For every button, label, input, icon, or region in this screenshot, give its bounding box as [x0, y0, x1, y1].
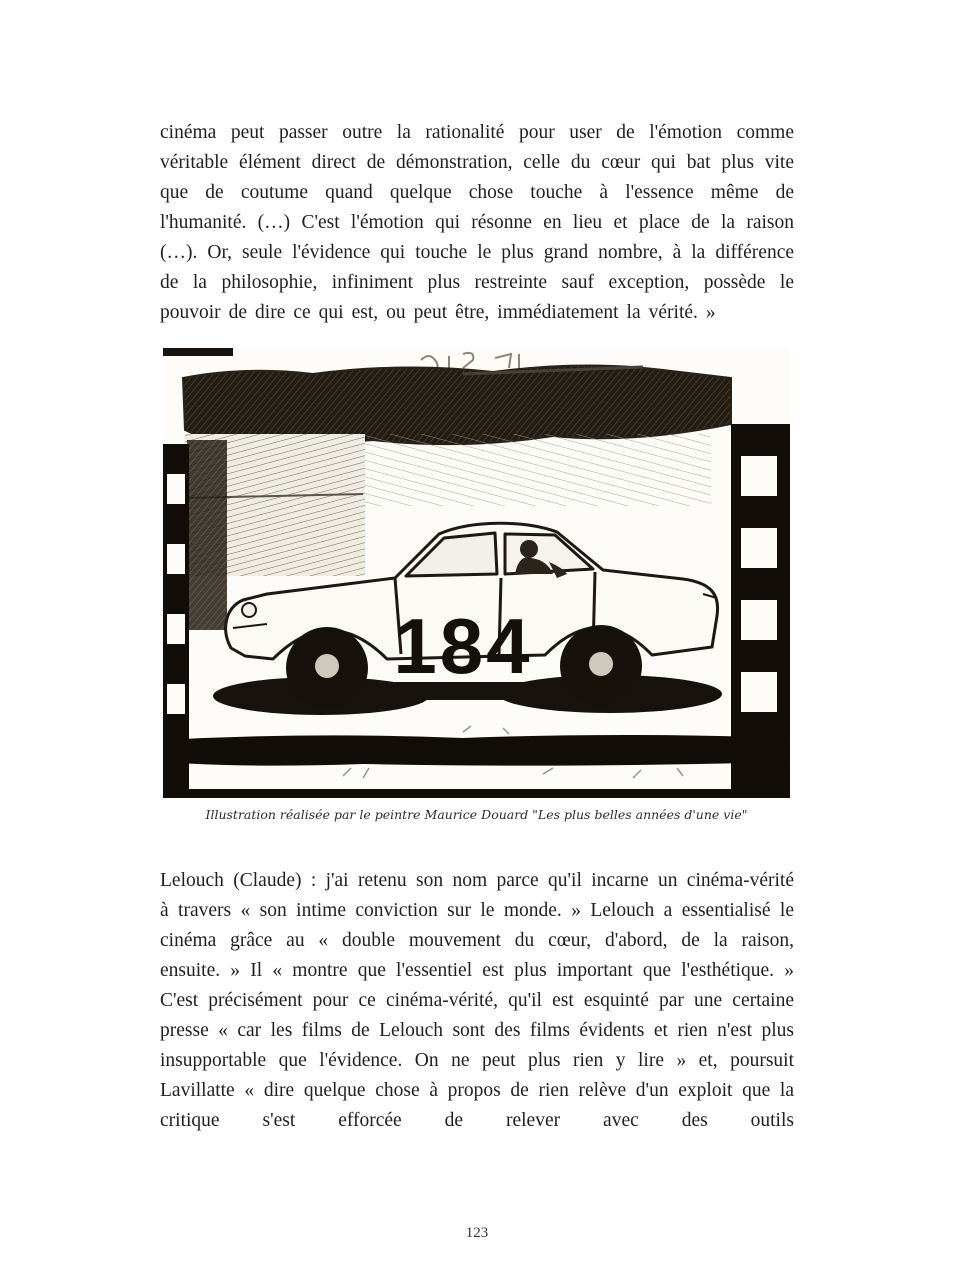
background-tree: [187, 440, 227, 630]
paragraph-1: cinéma peut passer outre la rationalité pour user de l'émotion comme véritable élément direct de démonstration, celle du cœur qui bat plus vite que de coutume quand quelque chose touche à l'essence même de l'humanité. (…) C'est l'émotion qui résonne en lieu et place de la raison (…). Or, seule l'évidence qui touche le plus grand nombre, à la différence de la philosophie, infiniment plus restreinte sauf exception, possède le pouvoir de dire ce qui est, ou peut être, immédiatement la vérité. »: [160, 122, 794, 323]
background-field: [365, 434, 711, 506]
headlight: [242, 603, 256, 617]
car-number: 184: [393, 602, 533, 690]
illustration-caption: Illustration réalisée par le peintre Maurice Douard "Les plus belles années d'une vie": [205, 807, 748, 822]
paragraph-2: Lelouch (Claude) : j'ai retenu son nom parce qu'il incarne un cinéma-vérité à travers « son intime conviction sur le monde. » Lelouch a essentialisé le cinéma grâce au « double mouvement du cœur, d'abord, de la raison, ensuite. » Il « montre que l'essentiel est plus important que l'esthétique. » C'est précisément pour ce cinéma-vérité, qu'il est esquinté par une certaine presse « car les films de Lelouch sont des films évidents et rien n'est plus insupportable que l'évidence. On ne peut plus rien y lire » et, poursuit Lavillatte « dire quelque chose à propos de rien relève d'un exploit que la critique s'est efforcée de relever avec des outils: [160, 870, 794, 1131]
film-strip-illustration: [163, 348, 790, 798]
page-number: 123: [465, 1225, 489, 1241]
background-hedge: [183, 365, 731, 444]
illustration-figure: [163, 348, 790, 822]
top-left-mark: [163, 348, 233, 356]
